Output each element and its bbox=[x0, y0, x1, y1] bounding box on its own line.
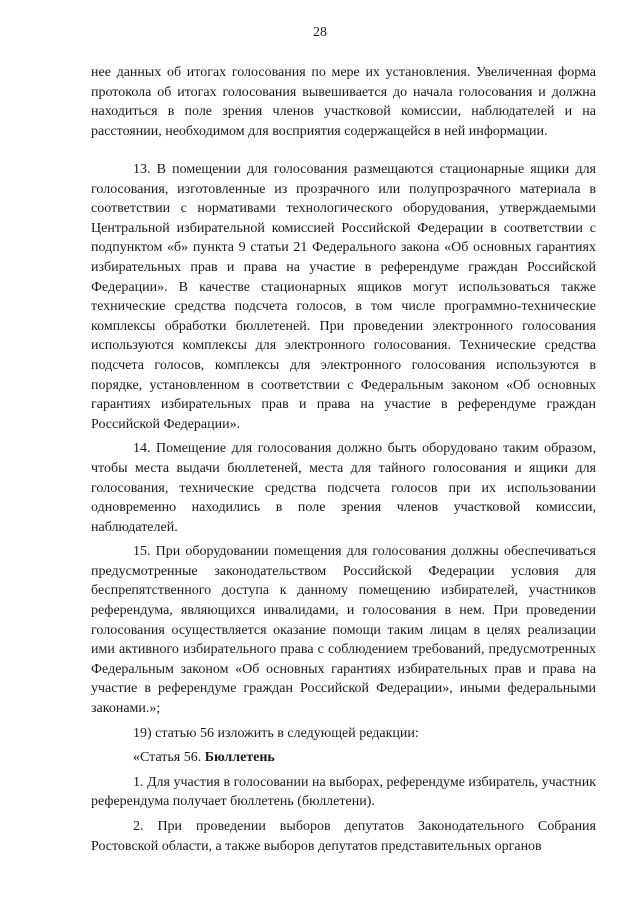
page-number: 28 bbox=[313, 25, 327, 40]
article-item-2: 2. При проведении выборов депутатов Законодательного Собрания Ростовской области, а также выборов депутатов представительных органов bbox=[91, 819, 596, 854]
body-text bbox=[91, 63, 596, 141]
paragraph-14: 14. Помещение для голосования должно быть оборудовано таким образом, чтобы места выдачи бюллетеней, места для тайного голосования и ящики для голосования, технические средства подсчета голосов при их использовании одновременно находились в поле зрения членов участковой комиссии, наблюдателей. bbox=[91, 441, 596, 535]
paragraph-13: 13. В помещении для голосования размещаются стационарные ящики для голосования, изготовленные из прозрачного или полупрозрачного материала в соответствии с нормативами технологического оборудования, утверждаемыми Центральной избирательной комиссией Российской Федерации в соответствии с подпунктом «б» пункта 9 статьи 21 Федерального закона «Об основных гарантиях избирательных прав и права на участие в референдуме граждан Российской Федерации». В качестве стационарных ящиков могут использоваться также технические средства подсчета голосов, в том числе программно-технические комплексы обработки бюллетеней. При проведении электронного голосования используются комплексы для электронного голосования. Технические средства подсчета голосов, комплексы для электронного голосования используются в порядке, установленном в соответствии с Федеральным законом «Об основных гарантиях избирательных прав и права на участие в референдуме граждан Российской Федерации». bbox=[91, 162, 596, 432]
paragraph-15: 15. При оборудовании помещения для голосования должны обеспечиваться предусмотренные законодательством Российской Федерации условия для беспрепятственного доступа к данному помещению избирателей, участников референдума, являющихся инвалидами, и голосования в нем. При проведении голосования осуществляется оказание помощи таким лицам в целях реализации ими активного избирательного права с соблюдением требований, предусмотренных Федеральным законом «Об основных гарантиях избирательных прав и права на участие в референдуме граждан Российской Федерации», иными федеральными законами.»; bbox=[91, 544, 596, 717]
article-item-1: 1. Для участия в голосовании на выборах, референдуме избиратель, участник референдума получает бюллетень (бюллетени). bbox=[91, 774, 596, 810]
article-heading bbox=[91, 748, 596, 768]
paragraph-19: 19) статью 56 изложить в следующей редакции: bbox=[133, 725, 419, 741]
article-prefix: «Статья 56. bbox=[133, 750, 205, 766]
paragraph-continuation: нее данных об итогах голосования по мере их установления. Увеличенная форма протокола об итогах голосования вывешивается до начала голосования и должна находиться в поле зрения членов участковой комиссии, наблюдателей и на расстоянии, необходимом для восприятия содержащейся в ней информации. bbox=[91, 65, 596, 139]
body-text bbox=[91, 160, 596, 856]
article-title: Бюллетень bbox=[204, 750, 275, 766]
